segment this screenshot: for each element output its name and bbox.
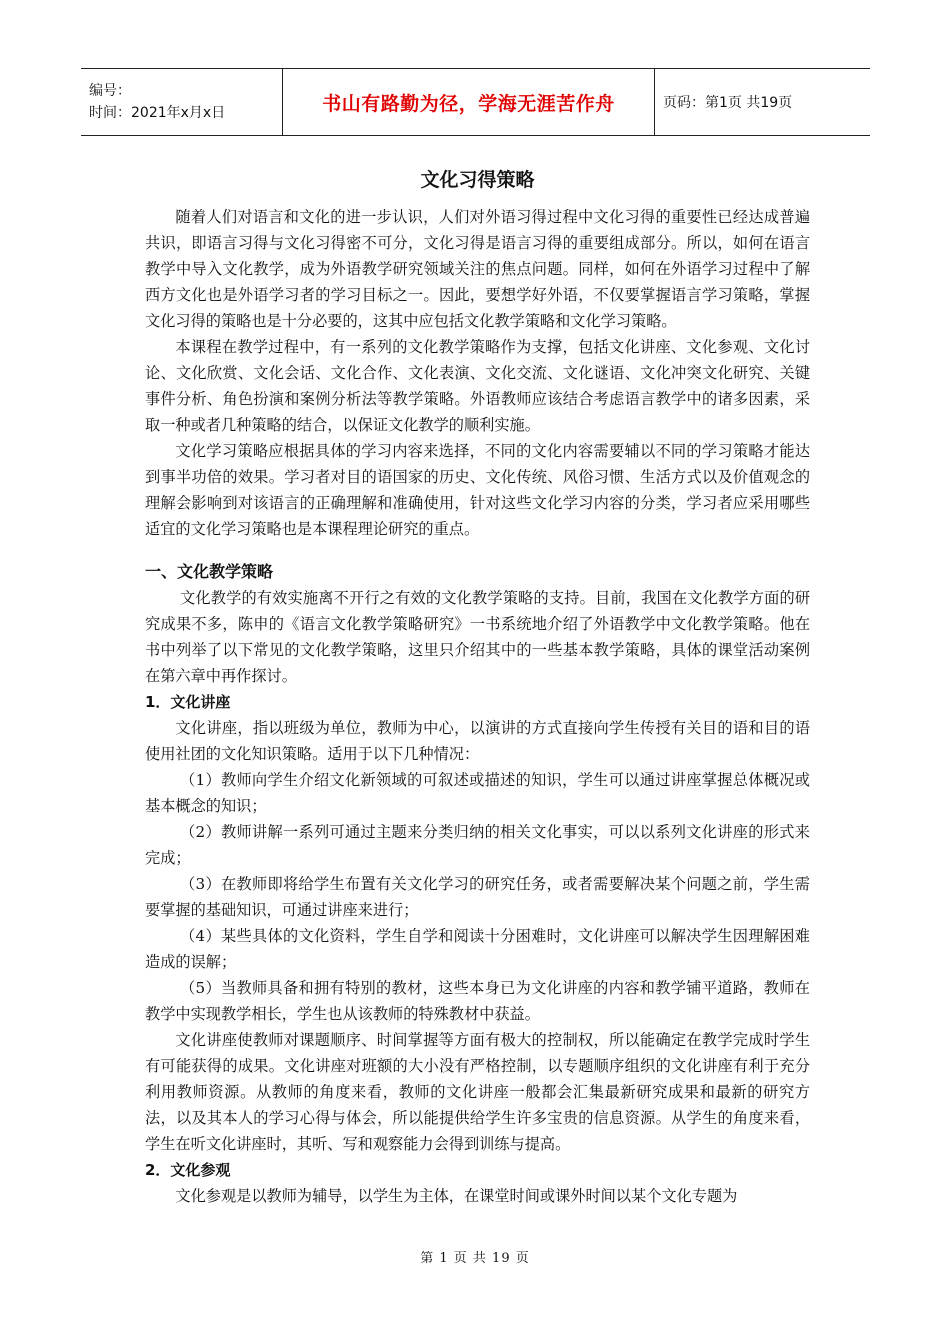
section-intro-paragraph: 文化教学的有效实施离不开行之有效的文化教学策略的支持。目前，我国在文化教学方面的研究成果不多，陈申的《语言文化教学策略研究》一书系统地介绍了外语教学中文化教学策略。他在书中列举了以下常见的文化教学策略，这里只介绍其中的一些基本教学策略，具体的课堂活动案例在第六章中再作探讨。 bbox=[145, 589, 810, 685]
document-number-label: 编号： bbox=[89, 83, 131, 99]
header-table bbox=[81, 68, 870, 136]
page-info-text: 页码：第1页 共19页 bbox=[663, 95, 793, 111]
lecture-summary-paragraph: 文化讲座使教师对课题顺序、时间掌握等方面有极大的控制权，所以能确定在教学完成时学生有可能获得的成果。文化讲座对班额的大小没有严格控制，以专题顺序组织的文化讲座有利于充分利用教师资源。从教师的角度来看，教师的文化讲座一般都会汇集最新研究成果和最新的研究方法，以及其本人的学习心得与体会，所以能提供给学生许多宝贵的信息资源。从学生的角度来看，学生在听文化讲座时，其听、写和观察能力会得到训练与提高。 bbox=[145, 1031, 810, 1153]
intro-paragraph-1: 随着人们对语言和文化的进一步认识，人们对外语习得过程中文化习得的重要性已经达成普遍共识，即语言习得与文化习得密不可分，文化习得是语言习得的重要组成部分。所以，如何在语言教学中导入文化教学，成为外语教学研究领域关注的焦点问题。同样，如何在外语学习过程中了解西方文化也是外语学习者的学习目标之一。因此，要想学好外语，不仅要掌握语言学习策略，掌握文化习得的策略也是十分必要的，这其中应包括文化教学策略和文化学习策略。 bbox=[145, 208, 810, 330]
visit-lead-paragraph: 文化参观是以教师为辅导，以学生为主体，在课堂时间或课外时间以某个文化专题为 bbox=[175, 1187, 738, 1205]
document-body bbox=[145, 168, 810, 1209]
intro-paragraph-3: 文化学习策略应根据具体的学习内容来选择，不同的文化内容需要辅以不同的学习策略才能达到事半功倍的效果。学习者对目的语国家的历史、文化传统、风俗习惯、生活方式以及价值观念的理解会影响到对该语言的正确理解和准确使用，针对这些文化学习内容的分类，学习者应采用哪些适宜的文化学习策略也是本课程理论研究的重点。 bbox=[145, 442, 810, 538]
list-item: （1）教师向学生介绍文化新领域的可叙述或描述的知识，学生可以通过讲座掌握总体概况或基本概念的知识； bbox=[145, 771, 810, 815]
lecture-lead-paragraph: 文化讲座，指以班级为单位，教师为中心，以演讲的方式直接向学生传授有关目的语和目的语使用社团的文化知识策略。适用于以下几种情况： bbox=[145, 719, 810, 763]
list-item: （3）在教师即将给学生布置有关文化学习的研究任务，或者需要解决某个问题之前，学生需要掌握的基础知识，可通过讲座来进行； bbox=[145, 875, 810, 919]
document-date: 时间：2021年x月x日 bbox=[89, 105, 226, 121]
header-meta bbox=[81, 69, 282, 135]
header-motto-cell bbox=[282, 69, 655, 135]
list-item: （4）某些具体的文化资料，学生自学和阅读十分困难时，文化讲座可以解决学生因理解困难造成的误解； bbox=[145, 927, 810, 971]
list-item: （2）教师讲解一系列可通过主题来分类归纳的相关文化事实，可以以系列文化讲座的形式来完成； bbox=[145, 823, 810, 867]
header-page-info bbox=[655, 69, 870, 135]
list-item: （5）当教师具备和拥有特别的教材，这些本身已为文化讲座的内容和教学铺平道路，教师在教学中实现教学相长，学生也从该教师的特殊教材中获益。 bbox=[145, 979, 810, 1023]
section-heading: 一、文化教学策略 bbox=[145, 562, 274, 581]
page-footer: 第 1 页 共 19 页 bbox=[420, 1251, 530, 1266]
document-title: 文化习得策略 bbox=[420, 169, 535, 191]
header-motto: 书山有路勤为径，学海无涯苦作舟 bbox=[322, 92, 615, 115]
subsection-heading-lecture: 1．文化讲座 bbox=[145, 693, 231, 711]
subsection-heading-visit: 2．文化参观 bbox=[145, 1161, 231, 1179]
intro-paragraph-2: 本课程在教学过程中，有一系列的文化教学策略作为支撑，包括文化讲座、文化参观、文化讨论、文化欣赏、文化会话、文化合作、文化表演、文化交流、文化谜语、文化冲突文化研究、关键事件分析、角色扮演和案例分析法等教学策略。外语教师应该结合考虑语言教学中的诸多因素，采取一种或者几种策略的结合，以保证文化教学的顺利实施。 bbox=[145, 338, 810, 434]
